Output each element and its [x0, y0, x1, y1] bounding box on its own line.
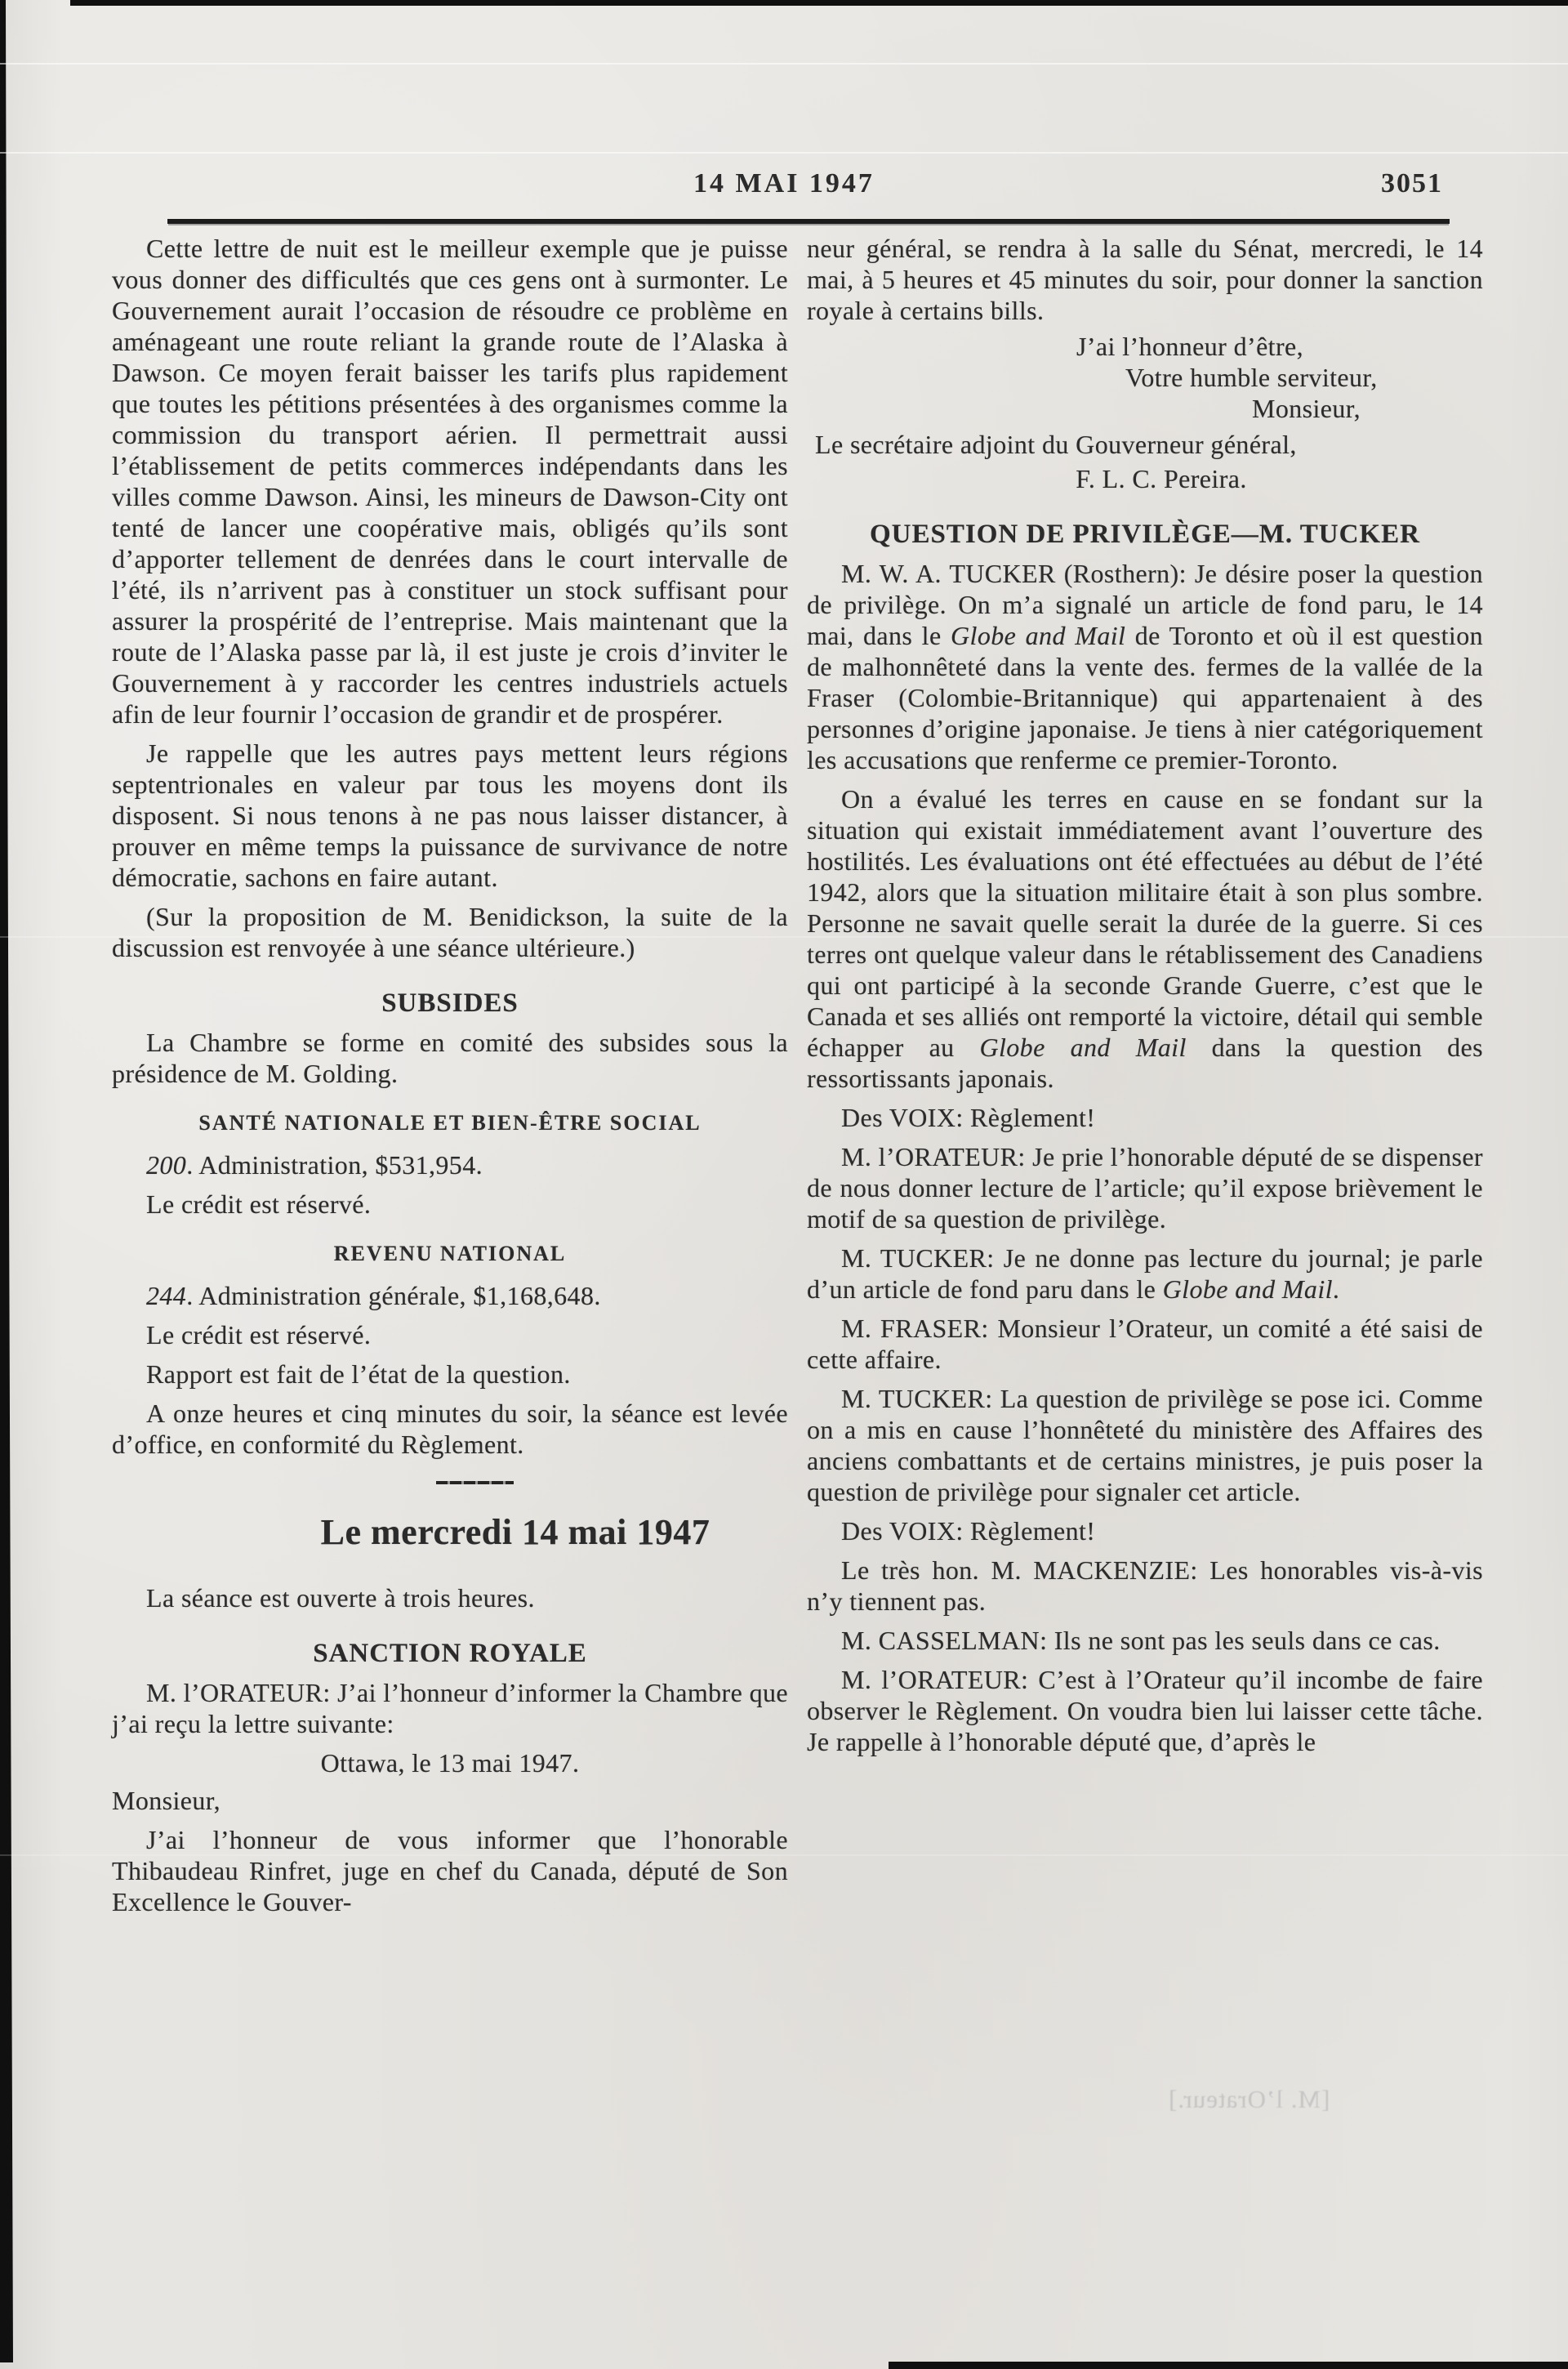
paragraph [807, 1242, 1483, 1305]
paragraph: J’ai l’honneur de vous informer que l’honorable Thibaudeau Rinfret, juge en chef du Canada, député de Son Excellence le Gouver- [112, 1825, 788, 1916]
text-run: On a évalué les terres en cause en se fondant sur la situation qui existait immédiatement avant l’ouverture des hostilités. Les évaluations ont été effectuées au début de l’été 1942, alors que la situation militaire était à son plus sombre. Personne ne savait quelle serait la durée de la guerre. Si ces terres ont quelque valeur dans le rétablissement des Canadiens qui ont participé à la seconde Grande Guerre, c’est que le Canada et ses alliés ont remporté la victoire, détail qui semble échapper au [807, 784, 1483, 1062]
paragraph: (Sur la proposition de M. Benidickson, la suite de la discussion est renvoyée à une séance ultérieure.) [112, 902, 788, 962]
letter-signature-name: F. L. C. Pereira. [1076, 464, 1247, 493]
scan-artifact-line [0, 152, 1568, 154]
italic-text: Globe and Mail [1162, 1274, 1333, 1304]
vote-item [112, 1149, 788, 1180]
section-heading: SANCTION ROYALE [313, 1639, 587, 1668]
paragraph: Le très hon. M. MACKENZIE: Les honorables vis-à-vis n’y tiennent pas. [807, 1555, 1483, 1616]
paragraph: Des VOIX: Règlement! [841, 1103, 1096, 1132]
section-heading: QUESTION DE PRIVILÈGE—M. TUCKER [869, 520, 1420, 549]
italic-text: Globe and Mail [979, 1033, 1187, 1062]
paragraph [807, 783, 1483, 1094]
text-run: . [1332, 1274, 1340, 1304]
paragraph-continuation: neur général, se rendra à la salle du Sénat, mercredi, le 14 mai, à 5 heures et 45 minutes du soir, pour donner la sanction royale à certains bills. [807, 234, 1483, 325]
header-rule [167, 219, 1450, 224]
paragraph: Je rappelle que les autres pays mettent leurs régions septentrionales en valeur par tous les moyens dont ils disposent. Si nous tenons à ne pas nous laisser distancer, à prouver en même temps la puissance de survivance de notre démocratie, sachons en faire autant. [112, 738, 788, 892]
paragraph: M. l’ORATEUR: J’ai l’honneur d’informer la Chambre que j’ai reçu la lettre suivante: [112, 1678, 788, 1738]
letter-closing: Votre humble serviteur, [1125, 363, 1378, 392]
paragraph: Le crédit est réservé. [146, 1189, 372, 1219]
page-number: 3051 [1381, 168, 1443, 199]
paragraph: Cette lettre de nuit est le meilleur exemple que je puisse vous donner des difficultés que ces gens ont à surmonter. Le Gouvernement aurait l’occasion de résoudre ce problème en aménageant une route reliant la grande route de l’Alaska à Dawson. Ce moyen ferait baisser les tarifs plus rapidement que toutes les pétitions présentées à des organismes comme la commission du transport aérien. Il permettrait aussi l’établissement de petits commerces indépendants dans les villes comme Dawson. Ainsi, les mineurs de Dawson-City ont tenté de lancer une coopérative mais, obligés qu’ils sont d’apporter tellement de denrées dans le court intervalle de l’été, ils n’arrivent pas à constituer un stock suffisant pour assurer la prospérité de l’entreprise. Mais maintenant que la route de l’Alaska passe par là, il est juste je crois d’inviter le Gouvernement à y raccorder les centres industriels actuels afin de leur fournir l’occasion de grandir et de prospérer. [112, 234, 788, 729]
italic-text: 200 [146, 1150, 187, 1180]
text-run: de Toronto et où il est question de malhonnêteté dans la vente des. fermes de la vallée de la Fraser (Colombie-Britannique) qui appartenaient à des personnes d’origine japonaise. Je tiens à nier catégoriquement les accusations que renferme ce premier-Toronto. [807, 621, 1484, 774]
text-run: . Administration générale, $1,168,648. [186, 1281, 601, 1310]
paragraph: M. FRASER: Monsieur l’Orateur, un comité a été saisi de cette affaire. [807, 1314, 1483, 1374]
paragraph: Rapport est fait de l’état de la question. [146, 1359, 571, 1389]
paragraph: La Chambre se forme en comité des subsides sous la présidence de M. Golding. [112, 1028, 788, 1088]
vote-item [112, 1280, 788, 1311]
scan-edge-left [0, 0, 13, 2362]
left-column [112, 233, 788, 1917]
italic-text: 244 [146, 1281, 187, 1310]
section-heading: SUBSIDES [381, 988, 519, 1018]
paragraph: A onze heures et cinq minutes du soir, la séance est levée d’office, en conformité du Règlement. [112, 1399, 788, 1459]
sitting-date-heading: Le mercredi 14 mai 1947 [320, 1512, 710, 1552]
scan-edge-top [70, 0, 1568, 6]
paragraph: M. TUCKER: La question de privilège se pose ici. Comme on a mis en cause l’honnêteté du ministère des Affaires des anciens combattants et de certains ministres, je puis poser la question de privilège pour signaler cet article. [807, 1384, 1483, 1506]
italic-text: Globe and Mail [951, 621, 1126, 650]
scan-edge-bottom [889, 2362, 1568, 2369]
department-heading: REVENU NATIONAL [333, 1242, 567, 1265]
letter-salutation: Monsieur, [112, 1786, 220, 1815]
paragraph: Le crédit est réservé. [146, 1320, 372, 1350]
running-head-date: 14 MAI 1947 [693, 168, 875, 199]
letter-closing: J’ai l’honneur d’être, [1076, 332, 1304, 361]
separator-rule [436, 1481, 514, 1484]
letter-dateline: Ottawa, le 13 mai 1947. [320, 1748, 580, 1778]
letter-closing: Monsieur, [1252, 394, 1361, 423]
paragraph: M. CASSELMAN: Ils ne sont pas les seuls dans ce cas. [841, 1626, 1441, 1655]
paragraph: La séance est ouverte à trois heures. [146, 1583, 535, 1613]
text-run: . Administration, $531,954. [186, 1150, 483, 1180]
paragraph: M. l’ORATEUR: Je prie l’honorable député de se dispenser de nous donner lecture de l’article; qu’il expose brièvement le motif de sa question de privilège. [807, 1142, 1483, 1234]
paragraph: Des VOIX: Règlement! [841, 1516, 1096, 1546]
letter-signature-role: Le secrétaire adjoint du Gouverneur général, [815, 430, 1297, 459]
bleed-through-text: [M. l’Orateur.] [1168, 2085, 1330, 2113]
paragraph [807, 558, 1483, 775]
text-run: M. TUCKER: Je ne donne pas lecture du journal; je parle d’un article de fond paru dans le [807, 1243, 1483, 1304]
paragraph: M. l’ORATEUR: C’est à l’Orateur qu’il incombe de faire observer le Règlement. On voudra bien lui laisser cette tâche. Je rappelle à l’honorable député que, d’après le [807, 1665, 1483, 1756]
text-run: dans la question des ressortissants japonais. [807, 1033, 1483, 1093]
department-heading: SANTÉ NATIONALE ET BIEN-ÊTRE SOCIAL [198, 1111, 702, 1135]
scan-artifact-line [0, 63, 1568, 65]
text-run: M. W. A. TUCKER (Rosthern): Je désire poser la question de privilège. On m’a signalé un article de fond paru, le 14 mai, dans le [807, 559, 1483, 650]
right-column [807, 233, 1483, 1757]
